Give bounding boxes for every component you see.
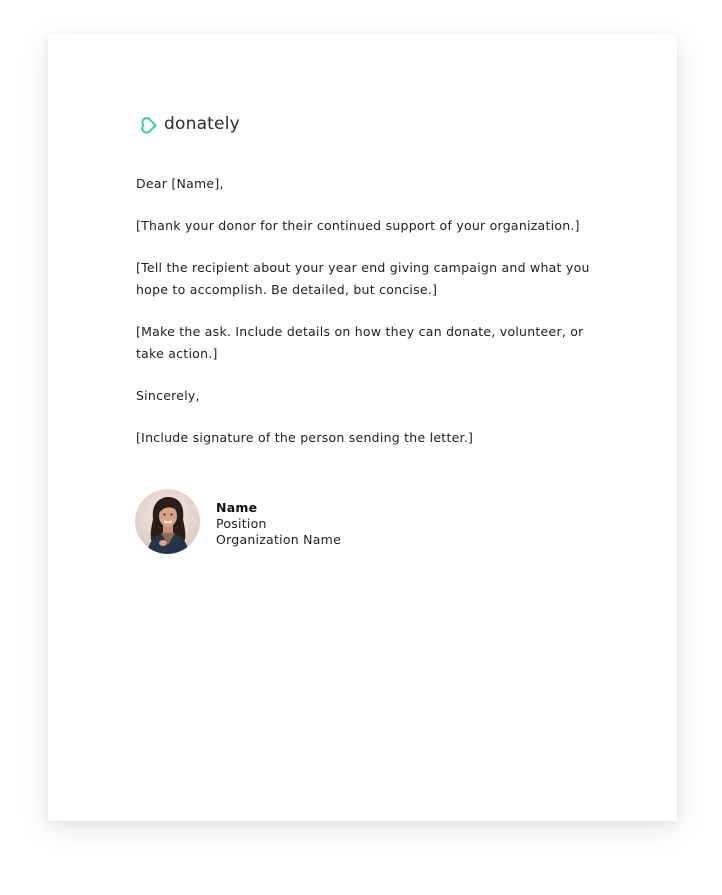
paragraph-campaign: [Tell the recipient about your year end giving campaign and what you hope to accomplish. Be detailed, but concise.] (136, 260, 590, 297)
closing: Sincerely, (136, 388, 200, 403)
signer-details (216, 500, 341, 548)
signature-block (135, 489, 341, 554)
brand-logo (136, 112, 240, 136)
avatar (135, 489, 200, 554)
heart-icon (136, 112, 160, 136)
letter-body (136, 173, 606, 469)
signer-organization: Organization Name (216, 532, 342, 547)
greeting: Dear [Name], (136, 176, 224, 191)
paragraph-thanks: [Thank your donor for their continued support of your organization.] (136, 218, 580, 233)
paragraph-ask: [Make the ask. Include details on how they can donate, volunteer, or take action.] (136, 324, 584, 361)
signer-position: Position (216, 516, 267, 531)
signature-note: [Include signature of the person sending the letter.] (136, 430, 474, 445)
letter-page (48, 34, 677, 821)
signer-name: Name (216, 500, 258, 515)
brand-name: donately (164, 114, 240, 134)
